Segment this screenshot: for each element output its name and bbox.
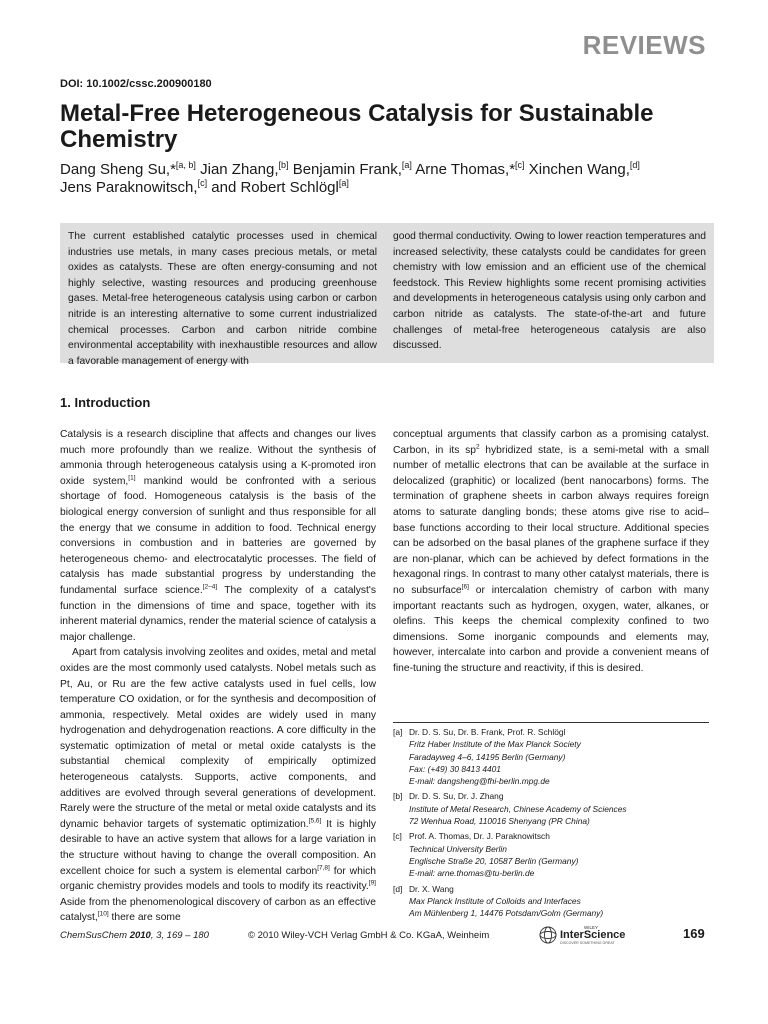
affiliation-line: Faradayweg 4–6, 14195 Berlin (Germany) [409,751,566,762]
affiliation-line: Dr. D. S. Su, Dr. J. Zhang [409,791,504,802]
copyright: © 2010 Wiley-VCH Verlag GmbH & Co. KGaA, Weinheim [248,930,490,941]
affiliation-line[interactable]: E-mail: dangsheng@fhi-berlin.mpg.de [409,776,550,787]
affiliation-tag: [c] [393,831,402,842]
affiliation-line: Dr. D. S. Su, Dr. B. Frank, Prof. R. Schlögl [409,727,566,737]
author: Benjamin Frank, [292,161,402,178]
affiliation-ref: [d] [629,160,640,170]
logo-tagline: DISCOVER SOMETHING GREAT [560,941,615,945]
affiliation-ref: [a] [338,178,349,188]
logo-top-text: WILEY [584,925,599,930]
author: Dang Sheng Su,* [60,161,176,178]
citation[interactable]: [7,8] [317,864,330,872]
citation[interactable]: [10] [97,910,109,918]
affiliation-ref: [a, b] [175,160,196,170]
article-title: Metal-Free Heterogeneous Catalysis for Sustainable Chemistry [60,100,654,153]
superscript: 2 [475,443,480,451]
affiliation-line: Am Mühlenberg 1, 14476 Potsdam/Golm (Germany) [409,908,604,919]
affiliation-line: Max Planck Institute of Colloids and Interfaces [409,895,581,906]
affiliation-ref: [a] [401,160,412,170]
citation[interactable]: [1] [128,474,136,482]
logo-main-text: InterScience [560,929,626,941]
body-left-column [60,427,376,926]
affiliation-tag: [d] [393,883,403,894]
section-heading: 1. Introduction [60,395,151,410]
author: Xinchen Wang, [528,161,630,178]
affiliation-line: Englische Straße 20, 10587 Berlin (Germany) [409,855,579,866]
author: and Robert Schlögl [207,179,339,196]
affiliation-line[interactable]: E-mail: arne.thomas@tu-berlin.de [409,868,535,879]
affiliation-line: Fax: (+49) 30 8413 4401 [409,763,501,774]
affiliation-entry [393,726,709,787]
section-label: REVIEWS [582,30,706,60]
affiliation-ref: [c] [197,178,208,188]
author: Jens Paraknowitsch, [60,179,198,196]
citation[interactable]: [9] [368,879,376,887]
affiliation-line: Prof. A. Thomas, Dr. J. Paraknowitsch [409,831,550,842]
affiliation-line: Fritz Haber Institute of the Max Planck Society [409,739,581,750]
footnote-divider [393,722,709,723]
paragraph: Apart from catalysis involving zeolites and oxides, metal and metal oxides are the most commonly used catalysts. Nobel metals such as Pt, Au, or Ru are the few active catalysts used in fuel cells, low temperature CO oxidation, or for the synthesis and decomposition of ammonia, respectively. Metal oxides are widely used in many hydrogenation and dehydrogenation reactions. A core difficulty in the systematic optimization of metal or metal oxide catalysts is the substantial chemical complexity of empirically optimized heterogeneous catalysts. Supports, active components, and additives are evolved through several generations of development. Rarely were the structure of the metal or metal oxide catalysts and its dynamic behavior targets of systematic optimization.[5,6] It is highly desirable to have an active system that allows for a large variation in the structure without having to change the overall composition. An excellent choice for such a system is elemental carbon[7,8] for which organic chemistry provides models and tools to modify its reactivity.[9] Aside from the phenomenological discovery of carbon as an effective catalyst,[10] there are some [60,647,376,924]
author-list [60,161,720,197]
paragraph: Catalysis is a research discipline that affects and changes our lives much more profoundly than we realize. Without the synthesis of ammonia through heterogeneous catalysis using a K-promoted iron oxide system,[1] mankind would be confronted with a serious shortage of food. Homogeneous catalysis is the basis of the biological energy conversion of sunlight and thus responsible for all the energy that we consume in addition to food. Technical energy conversions in combustion and in batteries are governed by heterogeneous chemo- and electrocatalytic processes. The field of catalysis has made substantial progress by understanding the fundamental surface science.[2–4] The complexity of a catalyst's function in the dimensions of time and space, together with its inherent material dynamics, render the material science of catalysis a major challenge. [60,429,377,643]
affiliation-ref: [c] [515,160,525,170]
affiliation-entry [393,830,709,879]
author: Arne Thomas,* [415,161,516,178]
affiliation-line: Dr. X. Wang [409,883,454,894]
body-right-column [393,427,709,677]
author: Jian Zhang, [200,161,279,178]
affiliations [393,726,709,922]
affiliation-entry [393,790,709,827]
citation[interactable]: [2–4] [202,583,218,591]
affiliation-ref: [b] [278,160,289,170]
affiliation-entry [393,883,709,920]
page-number: 169 [683,926,705,941]
citation[interactable]: [6] [461,583,469,591]
affiliation-line: Institute of Metal Research, Chinese Academy of Sciences [409,803,627,814]
paragraph: conceptual arguments that classify carbon as a promising catalyst. Carbon, in its $sp^2$ hybridized state, is a semi-metal with a small number of metallic electrons that can be available at the surface in delocalized (graphitic) or localized (bent nanocarbons) forms. The termination of graphene sheets in carbon always requires foreign atoms to saturate dangling bonds; these atoms give rise to acid–base functions according to their local structure. Additional species can be adsorbed on the basal planes of the graphene surface if they are non-planar, which can be achieved by defect formations in the hexagonal rings. In contrast to many other catalyst materials, there is no subsurface[6] or intercalation chemistry of carbon with many important reactants such as hydrogen, oxygen, water, alkanes, or olefins. This keeps the chemical complexity confined to two dimensions. Some inorganic compounds and elements may, however, intercalate into carbon and provide a convenient means of fine-tuning the structure and reactivity, if this is desired. [393,429,709,674]
affiliation-tag: [a] [393,727,403,737]
abstract-right-column: good thermal conductivity. Owing to lower reaction temperatures and increased selectivity, these catalysts could be candidates for green chemistry with low emission and an efficient use of the chemical feedstock. This Review highlights some recent promising activities and developments in heterogeneous catalysis using only carbon and carbon nitride as catalysts. The state-of-the-art and future challenges of metal-free heterogeneous catalysis are also discussed. [393,231,706,352]
affiliation-tag: [b] [393,791,403,802]
affiliation-line: 72 Wenhua Road, 110016 Shenyang (PR China) [409,816,590,827]
abstract-left-column: The current established catalytic processes used in chemical industries use metals, in many cases precious metals, or metal oxides as catalysts. These are often energy-consuming and not highly selective, wasting resources and producing greenhouse gases. Metal-free heterogeneous catalysis using carbon or carbon nitride is an interesting alternative to some current industrialized chemical processes. Carbon and carbon nitride combine environmental acceptability with inexhaustible resources and allow a favorable management of energy with [68,231,377,367]
journal-citation: ChemSusChem 2010, 3, 169 – 180 [60,930,209,941]
affiliation-line: Technical University Berlin [409,843,507,854]
doi[interactable]: DOI: 10.1002/cssc.200900180 [60,78,212,90]
citation[interactable]: [5,6] [308,817,322,825]
wiley-interscience-logo [538,924,650,946]
